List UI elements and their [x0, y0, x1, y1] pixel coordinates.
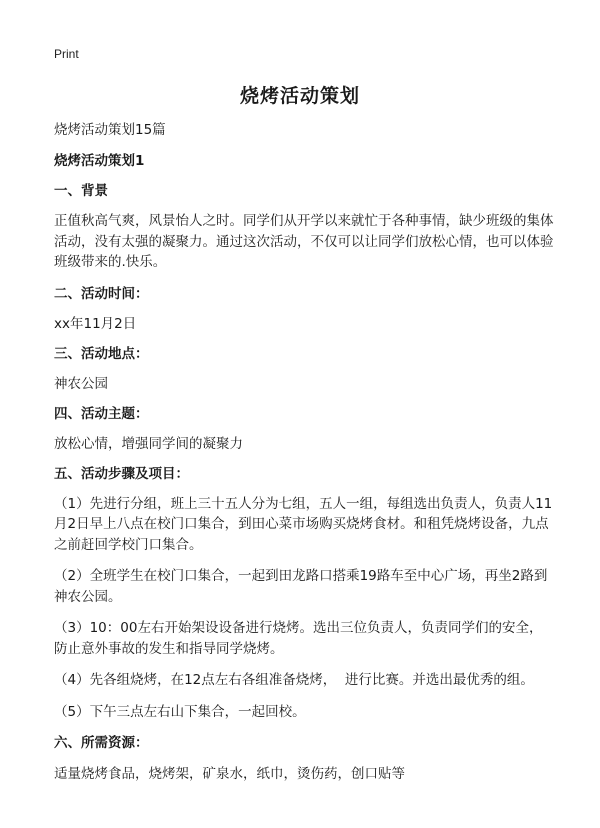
heading-time: 二、活动时间：	[54, 285, 149, 302]
heading-theme: 四、活动主题：	[54, 405, 149, 422]
heading-steps: 五、活动步骤及项目：	[54, 465, 189, 482]
paragraph-theme: 放松心情，增强同学间的凝聚力	[54, 435, 243, 452]
step-item-4: （4）先各组烧烤，在12点左右各组准备烧烤， 进行比赛。并选出最优秀的组。	[54, 672, 534, 688]
paragraph-resources: 适量烧烤食品，烧烤架，矿泉水，纸巾，烫伤药，创口贴等	[54, 766, 405, 782]
page-title: 烧烤活动策划	[239, 85, 360, 107]
step-item-3: （3）10：00左右开始架设设备进行烧烤。选出三位负责人，负责同学们的安全，防止意外事故的发生和指导同学烧烤。	[54, 620, 543, 657]
paragraph-place: 神农公园	[54, 375, 108, 392]
step-item-2: （2）全班学生在校门口集合，一起到田龙路口搭乘19路车至中心广场，再坐2路到神农公园。	[54, 568, 548, 605]
section-title: 烧烤活动策划1	[54, 153, 145, 169]
collection-title: 烧烤活动策划15篇	[54, 122, 166, 138]
print-label: Print	[54, 47, 79, 61]
document-body	[54, 120, 554, 784]
heading-resources: 六、所需资源：	[54, 735, 149, 751]
heading-background: 一、背景	[54, 183, 108, 199]
step-item-1: （1）先进行分组，班上三十五人分为七组，五人一组，每组选出负责人，负责人11月2日早上八点在校门口集合，到田心菜市场购买烧烤食材。和租凭烧烤设备，九点之前赶回学校门口集合。	[54, 495, 553, 553]
heading-place: 三、活动地点：	[54, 345, 149, 362]
paragraph-time: xx年11月2日	[54, 315, 137, 332]
paragraph-background: 正值秋高气爽，风景怡人之时。同学们从开学以来就忙于各种事情，缺少班级的集体活动，没有太强的凝聚力。通过这次活动，不仅可以让同学们放松心情，也可以体验班级带来的.快乐。	[54, 213, 554, 270]
step-item-5: （5）下午三点左右山下集合，一起回校。	[54, 703, 306, 720]
